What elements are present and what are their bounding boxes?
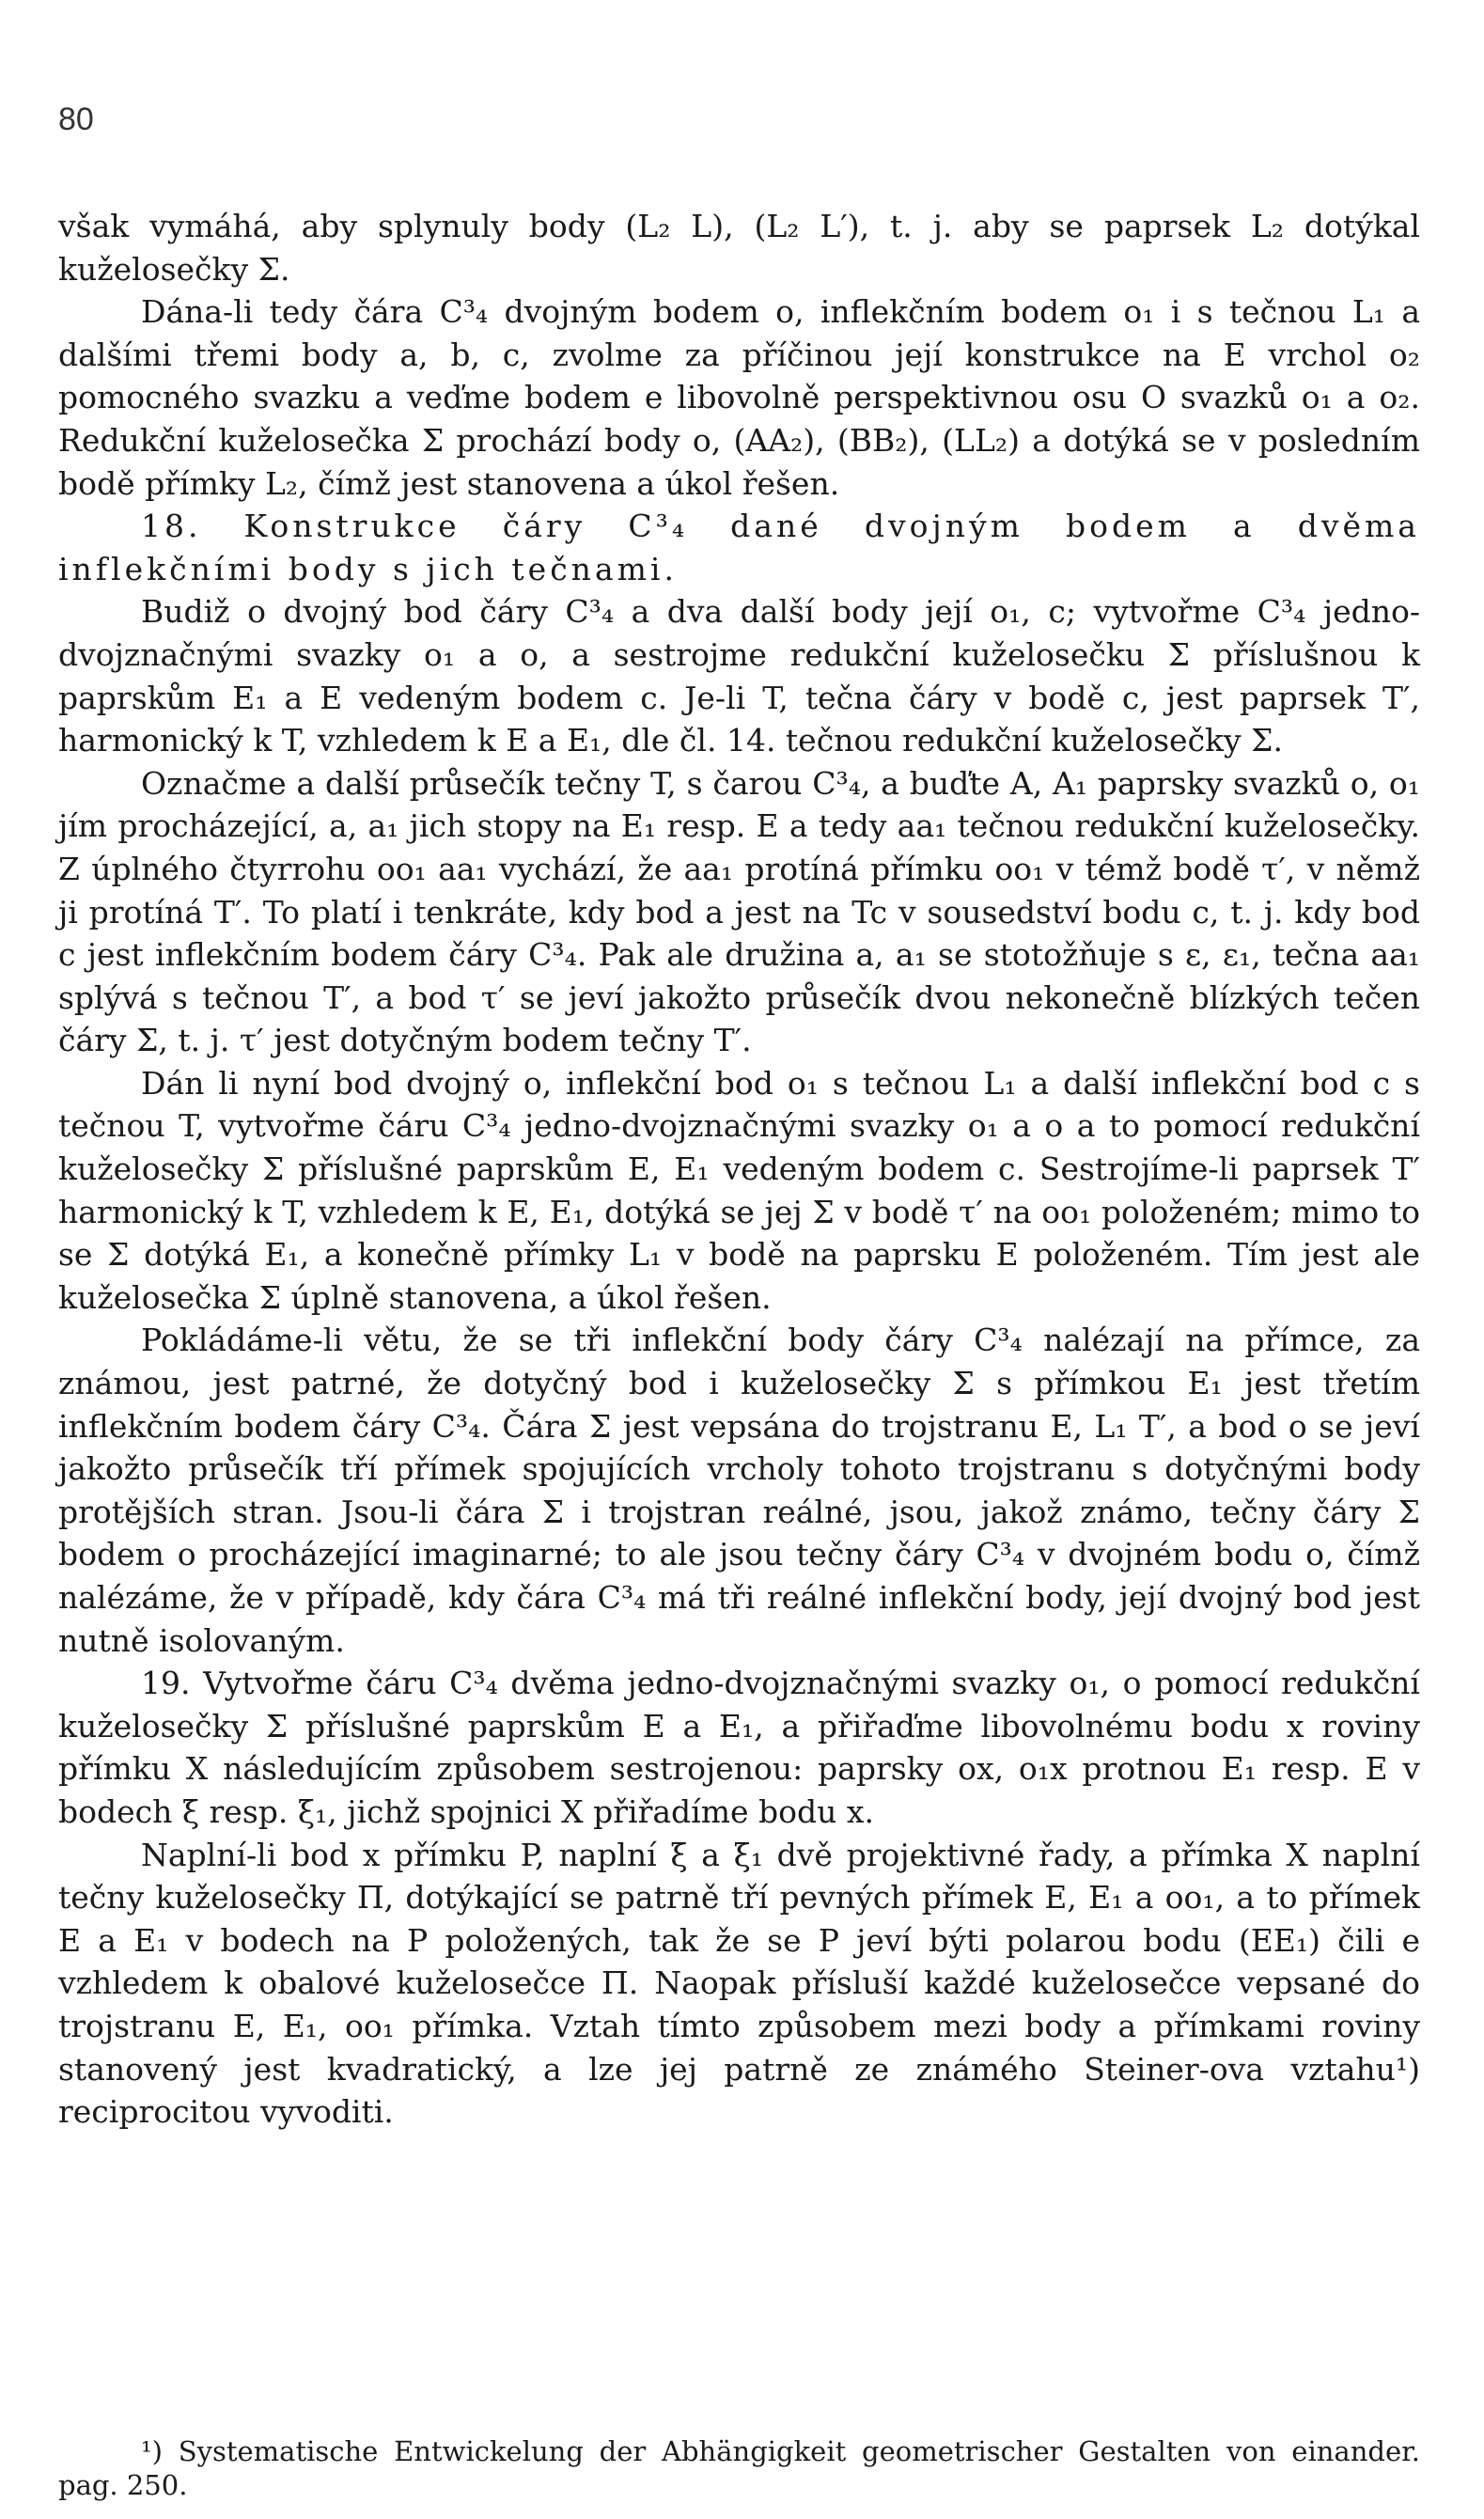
paragraph: Naplní-li bod x přímku P, naplní ξ a ξ₁ dvě projektivné řady, a přímka X naplní tečny kuželosečky Π, dotýkající se patrně tří pevných přímek E, E₁ a oo₁, a to přímek E a E₁ v bodech na P položených, tak že se P jeví býti polarou bodu (EE₁) čili e vzhledem k obalové kuželosečce Π. Naopak přísluší každé kuželosečce vepsané do trojstranu E, E₁, oo₁ přímka. Vztah tímto způsobem mezi body a přímkami roviny stanovený jest kvadratický, a lze jej patrně ze známého Steiner-ova vztahu¹) reciprocitou vyvoditi. (58, 1836, 1420, 2131)
paragraph: 19. Vytvořme čáru C³₄ dvěma jedno-dvojznačnými svazky o₁, o pomocí redukční kuželosečky Σ příslušné paprskům E a E₁, a přiřaďme libovolnému bodu x roviny přímku X následujícím způsobem sestrojenou: paprsky ox, o₁x protnou E₁ resp. E v bodech ξ resp. ξ₁, jichž spojnici X přiřadíme bodu x. (58, 1665, 1420, 1830)
footnote-text: ¹) Systematische Entwickelung der Abhängigkeit geometrischer Gestalten von einander. pag. 250. (58, 2435, 1420, 2501)
body-text (58, 205, 1420, 2134)
page-number: 80 (58, 102, 94, 137)
section-heading: 18. Konstrukce čáry C³₄ dané dvojným bodem a dvěma inflekčními body s jich tečnami. (58, 508, 1420, 587)
paragraph: Dána-li tedy čára C³₄ dvojným bodem o, inflekčním bodem o₁ i s tečnou L₁ a dalšími třemi body a, b, c, zvolme za příčinou její konstrukce na E vrchol o₂ pomocného svazku a veďme bodem e libovolně perspektivnou osu O svazků o₁ a o₂. Redukční kuželosečka Σ prochází body o, (AA₂), (BB₂), (LL₂) a dotýká se v posledním bodě přímky L₂, čímž jest stanovena a úkol řešen. (58, 293, 1420, 502)
paragraph: Budiž o dvojný bod čáry C³₄ a dva další body její o₁, c; vytvořme C³₄ jedno-dvojznačnými svazky o₁ a o, a sestrojme redukční kuželosečku Σ příslušnou k paprskům E₁ a E vedeným bodem c. Je-li T, tečna čáry v bodě c, jest paprsek T′, harmonický k T, vzhledem k E a E₁, dle čl. 14. tečnou redukční kuželosečky Σ. (58, 593, 1420, 759)
paragraph: Pokládáme-li větu, že se tři inflekční body čáry C³₄ nalézají na přímce, za známou, jest patrné, že dotyčný bod i kuželosečky Σ s přímkou E₁ jest třetím inflekčním bodem čáry C³₄. Čára Σ jest vepsána do trojstranu E, L₁ T′, a bod o se jeví jakožto průsečík tří přímek spojujících vrcholy tohoto trojstranu s dotyčnými body protějších stran. Jsou-li čára Σ i trojstran reálné, jsou, jakož známo, tečny čáry Σ bodem o procházející imaginarné; to ale jsou tečny čáry C³₄ v dvojném bodu o, čímž nalézáme, že v případě, kdy čára C³₄ má tři reálné inflekční body, její dvojný bod jest nutně isolovaným. (58, 1322, 1420, 1659)
paragraph: Označme a další průsečík tečny T, s čarou C³₄, a buďte A, A₁ paprsky svazků o, o₁ jím procházející, a, a₁ jich stopy na E₁ resp. E a tedy aa₁ tečnou redukční kuželosečky. Z úplného čtyrrohu oo₁ aa₁ vychází, že aa₁ protíná přímku oo₁ v témž bodě τ′, v němž ji protíná T′. To platí i tenkráte, kdy bod a jest na Tc v sousedství bodu c, t. j. kdy bod c jest inflekčním bodem čáry C³₄. Pak ale družina a, a₁ se stotožňuje s ε, ε₁, tečna aa₁ splývá s tečnou T′, a bod τ′ se jeví jakožto průsečík dvou nekonečně blízkých tečen čáry Σ, t. j. τ′ jest dotyčným bodem tečny T′. (58, 764, 1420, 1059)
paragraph: však vymáhá, aby splynuly body (L₂ L), (L₂ L′), t. j. aby se paprsek L₂ dotýkal kuželosečky Σ. (58, 208, 1420, 288)
paragraph: Dán li nyní bod dvojný o, inflekční bod o₁ s tečnou L₁ a další inflekční bod c s tečnou T, vytvořme čáru C³₄ jedno-dvojznačnými svazky o₁ a o a to pomocí redukční kuželosečky Σ příslušné paprskům E, E₁ vedeným bodem c. Sestrojíme-li paprsek T′ harmonický k T, vzhledem k E, E₁, dotýká se jej Σ v bodě τ′ na oo₁ položeném; mimo to se Σ dotýká E₁, a konečně přímky L₁ v bodě na paprsku E položeném. Tím jest ale kuželosečka Σ úplně stanovena, a úkol řešen. (58, 1064, 1420, 1316)
footnote (58, 2434, 1420, 2502)
